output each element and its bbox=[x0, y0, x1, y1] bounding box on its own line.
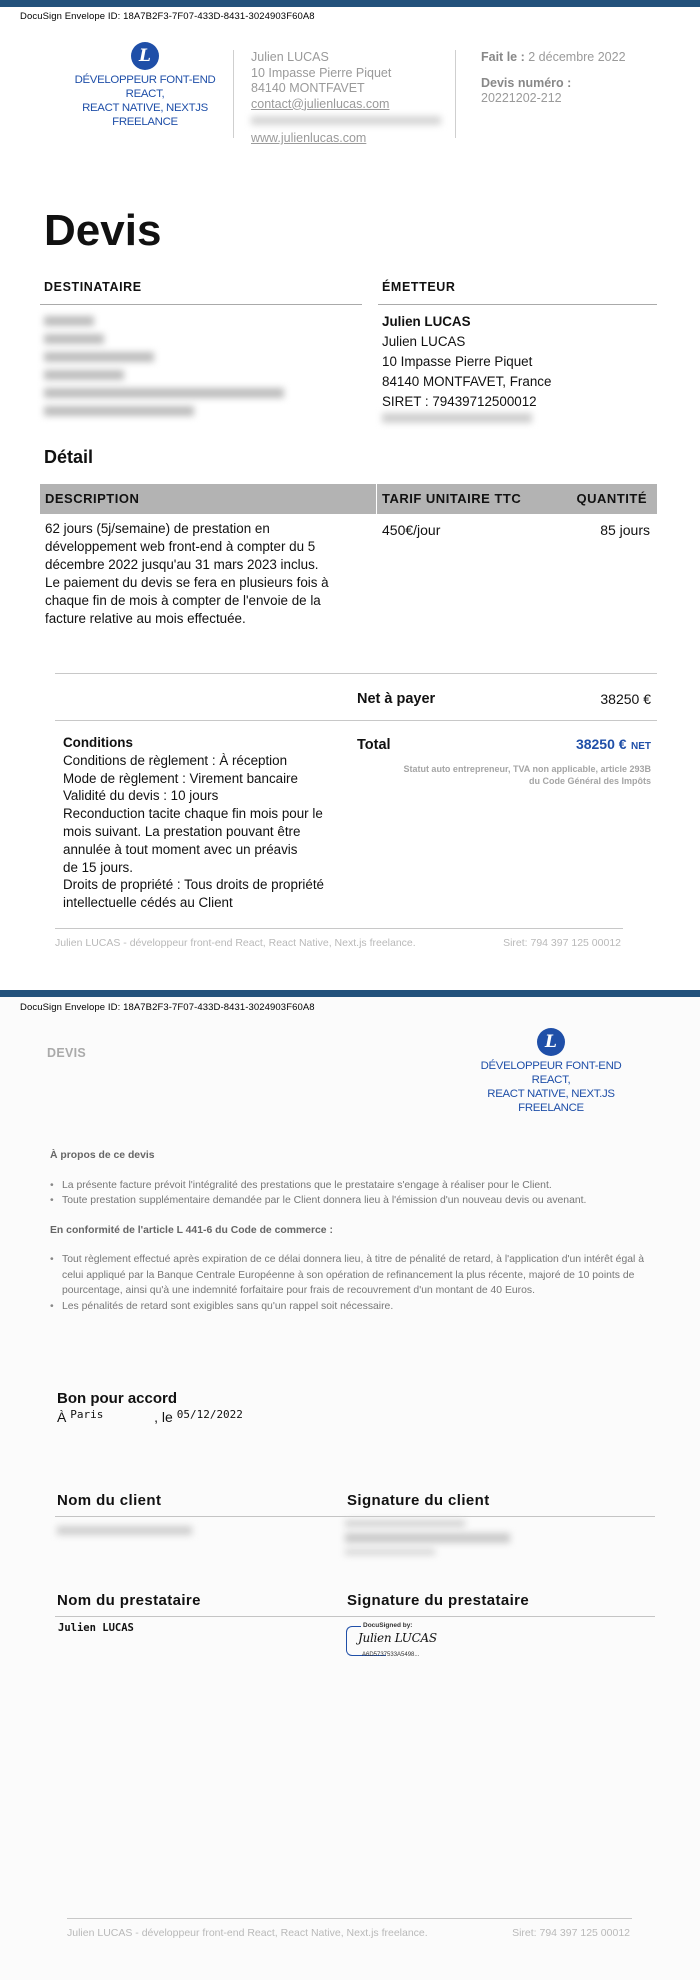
description-line: chaque fin de mois à compter de l'envoie de la bbox=[45, 593, 321, 608]
condition-line: mois suivant. La prestation pouvant être bbox=[63, 823, 301, 839]
issuer-address bbox=[382, 312, 551, 412]
conditions-block bbox=[63, 734, 363, 912]
redacted-client-signature bbox=[345, 1520, 515, 1558]
footer-left: Julien LUCAS - développeur front-end React, React Native, Next.js freelance. bbox=[55, 937, 416, 949]
signature-script: Julien LUCAS bbox=[358, 1631, 437, 1645]
condition-line: Droits de propriété : Tous droits de propriété bbox=[63, 877, 325, 893]
docusigned-by: DocuSigned by: bbox=[363, 1622, 413, 1629]
recipient-heading: DESTINATAIRE bbox=[44, 280, 142, 294]
conditions-heading: Conditions bbox=[63, 735, 133, 750]
issuer-name-bold: Julien LUCAS bbox=[382, 314, 471, 329]
docusign-signature-box bbox=[346, 1622, 438, 1662]
net-label: Net à payer bbox=[357, 691, 436, 707]
logo-line-2: REACT NATIVE, NEXTJS FREELANCE bbox=[82, 102, 208, 128]
logo-line-2: REACT NATIVE, NEXT.JS FREELANCE bbox=[487, 1088, 615, 1114]
vat-note-line-1: Statut auto entrepreneur, TVA non applicable, article 293B bbox=[403, 764, 651, 774]
issuer-heading: ÉMETTEUR bbox=[382, 280, 456, 294]
condition-line: Conditions de règlement : À réception bbox=[63, 752, 288, 768]
number-label: Devis numéro : bbox=[481, 75, 572, 90]
quote-page-2 bbox=[0, 990, 700, 1980]
header-divider-1 bbox=[233, 50, 234, 138]
sender-header-block bbox=[251, 50, 441, 147]
company-logo bbox=[70, 42, 220, 129]
provider-signature-label: Signature du prestataire bbox=[347, 1592, 530, 1609]
detail-heading: Détail bbox=[44, 447, 94, 467]
agreement-heading: Bon pour accord bbox=[57, 1390, 178, 1407]
about-bullet: • La présente facture prévoit l'intégralité des prestations que le prestataire s'engage à réaliser pour le Client. bbox=[50, 1178, 660, 1194]
issuer-street: 10 Impasse Pierre Piquet bbox=[382, 354, 533, 369]
terms-section bbox=[50, 1148, 660, 1314]
sender-website[interactable]: www.julienlucas.com bbox=[251, 131, 367, 145]
issuer-city: 84140 MONTFAVET, France bbox=[382, 374, 552, 389]
header-divider-2 bbox=[455, 50, 456, 138]
conformity-bullet: • Tout règlement effectué après expiration de ce délai donnera lieu, à titre de pénalité de retard, à l'application d'un intérêt égal à celui appliqué par la Banque Centrale Européenne à son opération de refinancement la plus récente, majoré de 10 points de pourcentage, ainsi qu'à une indemnité forfaitaire pour frais de recouvrement d'un montant de 40 Euros. bbox=[50, 1252, 660, 1299]
footer-left: Julien LUCAS - développeur front-end React, React Native, Next.js freelance. bbox=[67, 1927, 428, 1939]
description-line: décembre 2022 jusqu'au 31 mars 2023 inclus. bbox=[45, 557, 319, 572]
condition-line: Reconduction tacite chaque fin mois pour le bbox=[63, 806, 323, 822]
redacted-client-name bbox=[57, 1526, 192, 1535]
sender-street: 10 Impasse Pierre Piquet bbox=[251, 65, 392, 80]
footer-right: Siret: 794 397 125 00012 bbox=[503, 937, 621, 949]
provider-name-label: Nom du prestataire bbox=[57, 1592, 201, 1609]
description-line: facture relative au mois effectuée. bbox=[45, 611, 246, 626]
quote-meta bbox=[481, 50, 626, 107]
description-line: 62 jours (5j/semaine) de prestation en bbox=[45, 521, 270, 536]
conformity-heading: En conformité de l'article L 441-6 du Code de commerce : bbox=[50, 1224, 333, 1236]
description-line: développement web front-end à compter du 5 bbox=[45, 539, 316, 554]
logo-line-1: DÉVELOPPEUR FONT-END REACT, bbox=[480, 1060, 622, 1086]
column-unit-price: TARIF UNITAIRE TTC bbox=[382, 491, 522, 506]
column-description: DESCRIPTION bbox=[45, 491, 140, 506]
date-prefix: , le bbox=[154, 1409, 173, 1425]
about-heading: À propos de ce devis bbox=[50, 1150, 155, 1161]
redacted-phone bbox=[251, 116, 441, 125]
logo-letter: L bbox=[537, 1028, 565, 1056]
net-value: 38250 € bbox=[600, 691, 651, 707]
redacted-issuer-extra bbox=[382, 413, 532, 423]
about-bullet: • Toute prestation supplémentaire demandée par le Client donnera lieu à l'émission d'un nouveau devis ou avenant. bbox=[50, 1193, 660, 1209]
envelope-id: DocuSign Envelope ID: 18A7B2F3-7F07-433D-8431-3024903F60A8 bbox=[20, 11, 315, 22]
docusign-top-bar bbox=[0, 990, 700, 997]
totals-mid-rule bbox=[55, 720, 657, 721]
place-prefix: À bbox=[57, 1409, 67, 1425]
footer-rule bbox=[55, 928, 623, 929]
table-row bbox=[45, 520, 345, 628]
total-amount bbox=[576, 736, 651, 754]
document-title: Devis bbox=[44, 206, 162, 255]
recipient-rule bbox=[40, 304, 362, 305]
logo-letter: L bbox=[131, 42, 159, 70]
sender-city: 84140 MONTFAVET bbox=[251, 81, 365, 95]
condition-line: Validité du devis : 10 jours bbox=[63, 788, 219, 804]
number-value: 20221202-212 bbox=[481, 91, 562, 105]
place-value: Paris bbox=[70, 1408, 104, 1421]
unit-price-cell: 450€/jour bbox=[382, 522, 441, 538]
docusign-top-bar bbox=[0, 0, 700, 7]
client-signature-label: Signature du client bbox=[347, 1492, 490, 1509]
company-logo bbox=[460, 1028, 642, 1115]
client-name-label: Nom du client bbox=[57, 1492, 162, 1509]
logo-line-1: DÉVELOPPEUR FONT-END REACT, bbox=[74, 74, 216, 100]
footer-rule bbox=[67, 1918, 632, 1919]
provider-name: Julien LUCAS bbox=[58, 1622, 134, 1634]
total-label: Total bbox=[357, 737, 391, 753]
envelope-id: DocuSign Envelope ID: 18A7B2F3-7F07-433D-8431-3024903F60A8 bbox=[20, 1002, 315, 1013]
date-label: Fait le : bbox=[481, 50, 525, 64]
condition-line: intellectuelle cédés au Client bbox=[63, 895, 233, 911]
quantity-cell: 85 jours bbox=[600, 522, 650, 538]
footer-right: Siret: 794 397 125 00012 bbox=[512, 1927, 630, 1939]
agreement-line bbox=[57, 1408, 243, 1425]
condition-line: de 15 jours. bbox=[63, 859, 133, 875]
issuer-name: Julien LUCAS bbox=[382, 334, 466, 349]
issuer-rule bbox=[378, 304, 657, 305]
provider-rule bbox=[55, 1616, 655, 1617]
sender-email[interactable]: contact@julienlucas.com bbox=[251, 96, 390, 111]
vat-note bbox=[403, 763, 651, 787]
doc-label: DEVIS bbox=[47, 1046, 87, 1060]
column-quantity: QUANTITÉ bbox=[576, 491, 647, 506]
totals-top-rule bbox=[55, 673, 657, 674]
condition-line: annulée à tout moment avec un préavis bbox=[63, 841, 298, 857]
client-rule bbox=[55, 1516, 655, 1517]
condition-line: Mode de règlement : Virement bancaire bbox=[63, 770, 298, 786]
sender-name: Julien LUCAS bbox=[251, 50, 329, 64]
total-suffix: NET bbox=[631, 741, 651, 752]
total-value: 38250 € bbox=[575, 736, 627, 752]
redacted-recipient-address bbox=[44, 316, 322, 416]
vat-note-line-2: du Code Général des Impôts bbox=[528, 776, 651, 786]
signature-hash: A6D5737533A5498... bbox=[362, 1652, 420, 1658]
detail-table-header bbox=[40, 484, 657, 514]
date-value: 2 décembre 2022 bbox=[528, 50, 626, 64]
agreement-date: 05/12/2022 bbox=[176, 1408, 243, 1421]
issuer-siret: SIRET : 79439712500012 bbox=[382, 394, 537, 409]
conformity-bullet: • Les pénalités de retard sont exigibles sans qu'un rappel soit nécessaire. bbox=[50, 1299, 660, 1315]
description-line: Le paiement du devis se fera en plusieurs fois à bbox=[45, 575, 329, 590]
